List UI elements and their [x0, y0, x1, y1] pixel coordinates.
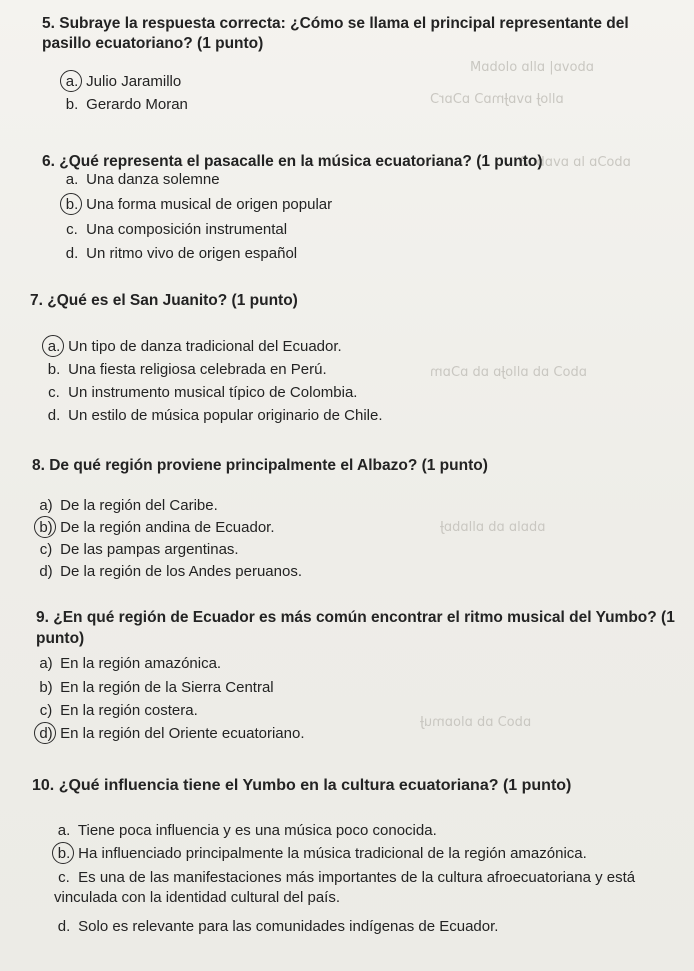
question-6-option-b[interactable] — [62, 196, 332, 214]
option-letter: a. — [65, 171, 79, 188]
option-text: Es una de las manifestaciones más importantes de la cultura afroecuatoriana y está vinculada con la identidad cultural del país. — [54, 869, 636, 906]
option-text: Una composición instrumental — [86, 221, 288, 238]
option-text: Un estilo de música popular originario de Chile. — [68, 407, 383, 424]
question-6-title: 6. ¿Qué representa el pasacalle en la música ecuatoriana? (1 punto) — [42, 153, 543, 170]
option-letter: a. — [62, 73, 82, 91]
option-letter: a) — [39, 497, 53, 514]
option-text: En la región del Oriente ecuatoriano. — [60, 725, 305, 742]
question-9-option-c[interactable] — [36, 702, 198, 720]
option-letter: c. — [48, 384, 60, 401]
question-9-option-a[interactable] — [36, 655, 221, 673]
question-6-option-d[interactable] — [62, 245, 297, 263]
option-text: Gerardo Moran — [86, 96, 188, 113]
option-text: Solo es relevante para las comunidades indígenas de Ecuador. — [78, 918, 499, 935]
question-7-option-b[interactable] — [44, 361, 327, 379]
option-letter: c) — [39, 702, 53, 719]
option-letter: b. — [47, 361, 61, 378]
question-7-option-a[interactable] — [44, 338, 342, 356]
question-6-option-a[interactable] — [62, 171, 220, 189]
option-letter: d) — [36, 725, 56, 743]
option-text: Una fiesta religiosa celebrada en Perú. — [68, 361, 327, 378]
option-text: En la región costera. — [60, 702, 198, 719]
option-letter: c) — [39, 541, 53, 558]
option-letter: b) — [36, 519, 56, 537]
option-text: De la región de los Andes peruanos. — [60, 563, 303, 580]
option-text: De las pampas argentinas. — [60, 541, 239, 558]
option-letter: b. — [65, 96, 79, 113]
question-7-option-c[interactable] — [44, 384, 357, 402]
option-text: Un ritmo vivo de origen español — [86, 245, 298, 262]
question-9-option-b[interactable] — [36, 679, 274, 697]
option-letter: b) — [39, 679, 53, 696]
question-8-option-c[interactable] — [36, 541, 239, 559]
question-8-option-b[interactable] — [36, 519, 275, 537]
question-6-option-c[interactable] — [62, 221, 287, 239]
option-letter: d. — [47, 407, 61, 424]
question-7-option-d[interactable] — [44, 407, 383, 425]
question-9-title: 9. ¿En qué región de Ecuador es más común encontrar el ritmo musical del Yumbo? (1 punto) — [36, 609, 675, 647]
option-letter: d. — [65, 245, 79, 262]
option-letter: a. — [57, 822, 71, 839]
option-letter: b. — [54, 845, 74, 863]
option-text: De la región del Caribe. — [60, 497, 218, 514]
question-10-option-c[interactable] — [54, 868, 654, 908]
option-letter: b. — [62, 196, 82, 214]
option-letter: a. — [44, 338, 64, 356]
question-10-option-d[interactable] — [54, 918, 498, 936]
option-letter: a) — [39, 655, 53, 672]
worksheet-page: ɒbovɒ| ɒllɒ olobɒM ɒlloɈ ɒvɒɈmɒƆ ɒƆɒrƆ ɒboƆɒ lɒ ɒvɒbuƧ ɒboƆ ɒb ɒlloɈɒ ɒb ɒƆɒm ɒbɒlɒ ɒb ɒllɒbɒɈ ɒboƆ ɒb ɒloɒmuɈ 5. Subraye la respuesta correcta: ¿Cómo se llama el principal representante del pasillo ecuatoriano? (1 punto) a. Julio Jaramillo b. Gerardo Moran 6. ¿Qué representa el pasacalle en la música ecuatoriana? (1 punto) a. Una danza solemne b. Una forma musical de origen popular c. Una composición instrumental d. Un ritmo vivo de origen español 7. ¿Qué es el San Juanito? (1 punto) a. Un tipo de danza tradicional del Ecuador. b. Una fiesta religiosa celebrada en Perú. c. Un instrumento musical típico de Colombia. d. Un estilo de música popular originario de Chile. 8. De qué región proviene principalmente el Albazo? (1 punto) a) De la región del Caribe. b) De la región andina de Ecuador. c) De las pampas argentinas. d) De la región de los Andes peruanos. 9. ¿En qué región de Ecuador es más común encontrar el ritmo musical del Yumbo? (1 punto) a) En la región amazónica. b) En la región de la Sierra Central c) En la región costera. d) En la región del Oriente ecuatoriano. 10. ¿Qué influencia tiene el Yumbo en la cultura ecuatoriana? (1 punto) a. Tiene poca influencia y es una música poco conocida. b. Ha influenciado principalmente la música tradicional de la región amazónica. c. Es una de las manifestaciones más importantes de la cultura afroecuatoriana y está vinculada con la identidad cultural del país. d. Solo es relevante para las comunidades indígenas de Ecuador. — [0, 0, 694, 971]
option-text: Un tipo de danza tradicional del Ecuador. — [68, 338, 342, 355]
option-text: En la región amazónica. — [60, 655, 222, 672]
question-8-title: 8. De qué región proviene principalmente el Albazo? (1 punto) — [32, 457, 488, 474]
option-text: Una danza solemne — [86, 171, 220, 188]
question-9-option-d[interactable] — [36, 725, 305, 743]
question-8-option-a[interactable] — [36, 497, 218, 515]
option-text: Ha influenciado principalmente la música tradicional de la región amazónica. — [78, 845, 587, 862]
option-letter: c. — [58, 869, 70, 886]
question-10-title: 10. ¿Qué influencia tiene el Yumbo en la cultura ecuatoriana? (1 punto) — [32, 777, 572, 794]
option-letter: d. — [57, 918, 71, 935]
option-letter: c. — [66, 221, 78, 238]
question-10-option-b[interactable] — [54, 845, 587, 863]
question-5-option-a[interactable] — [62, 73, 181, 91]
question-5-title: 5. Subraye la respuesta correcta: ¿Cómo se llama el principal representante del pasillo ecuatoriano? (1 punto) — [42, 15, 629, 52]
option-text: Un instrumento musical típico de Colombia. — [68, 384, 358, 401]
question-10-option-a[interactable] — [54, 822, 437, 840]
option-text: De la región andina de Ecuador. — [60, 519, 275, 536]
option-text: Tiene poca influencia y es una música poco conocida. — [77, 822, 437, 839]
option-text: En la región de la Sierra Central — [60, 679, 274, 696]
question-5-option-b[interactable] — [62, 96, 188, 114]
question-8-option-d[interactable] — [36, 563, 302, 581]
question-7-title: 7. ¿Qué es el San Juanito? (1 punto) — [30, 292, 298, 309]
option-letter: d) — [39, 563, 53, 580]
option-text: Una forma musical de origen popular — [86, 196, 333, 213]
option-text: Julio Jaramillo — [86, 73, 182, 90]
